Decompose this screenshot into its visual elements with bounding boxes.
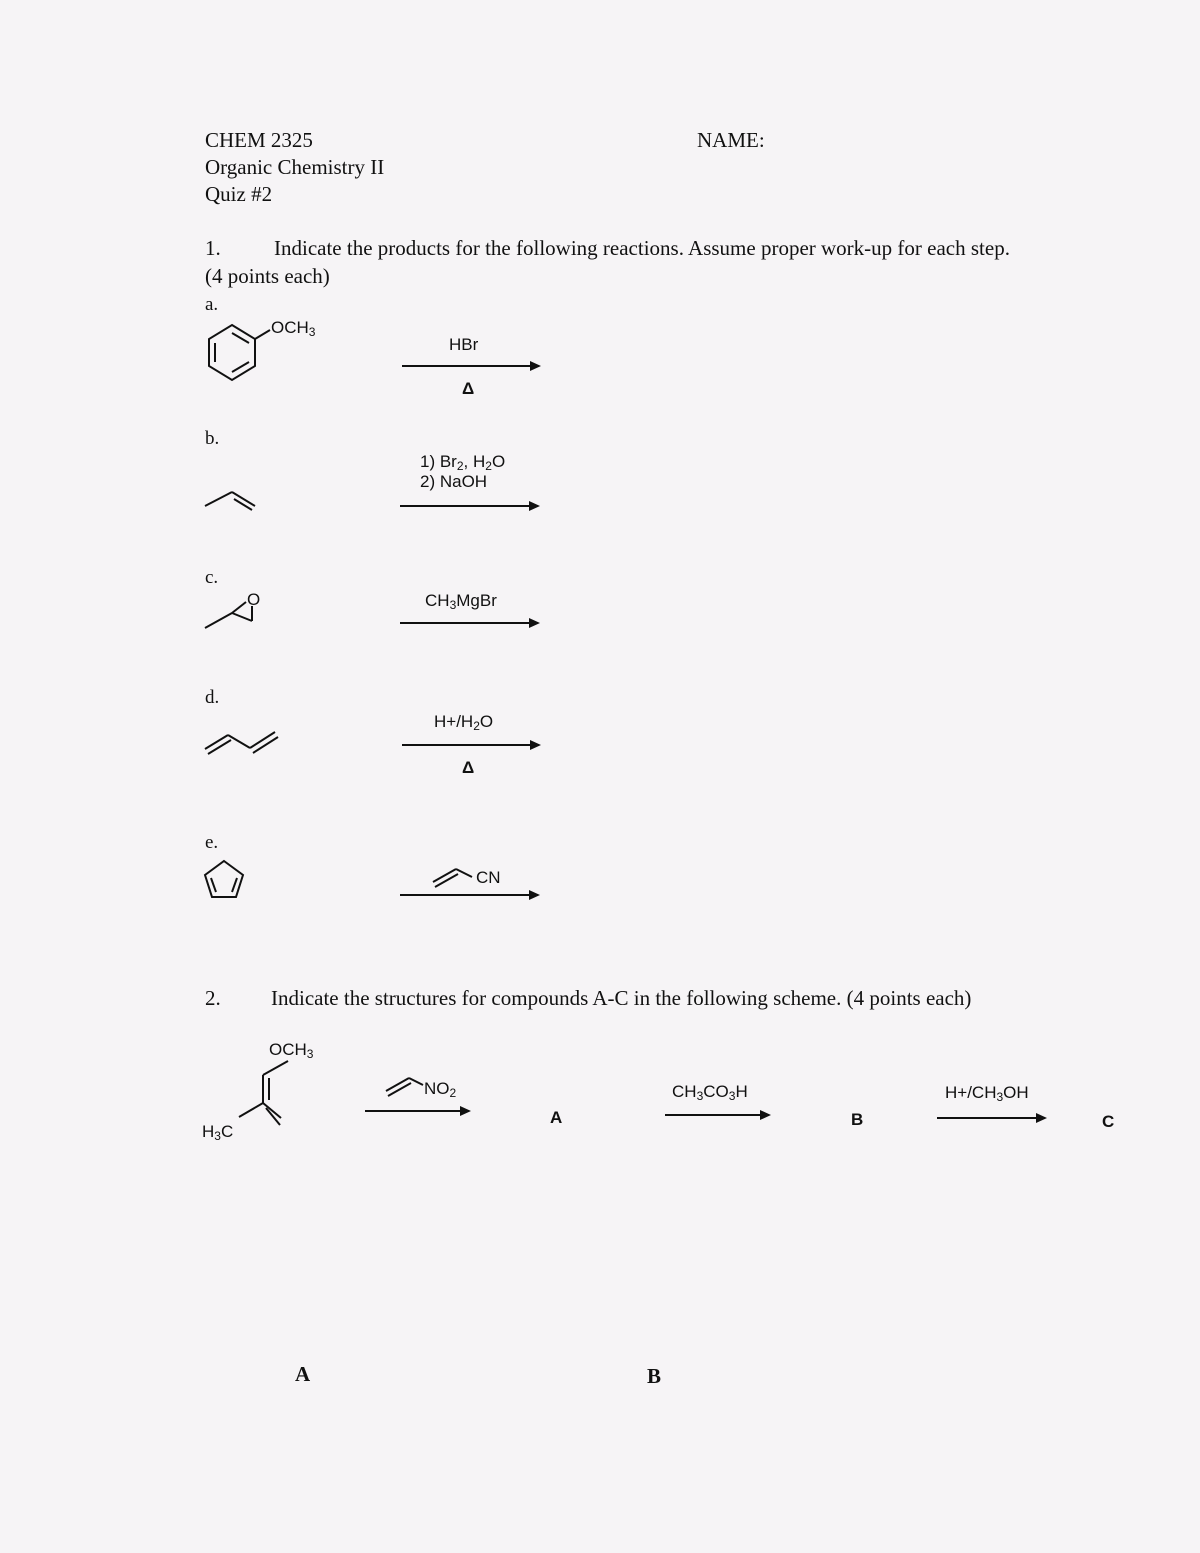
q2-arrow-3 bbox=[937, 1117, 1045, 1119]
q2-substituent-left: $H_3C$ bbox=[202, 1122, 234, 1143]
propene-structure bbox=[200, 480, 270, 520]
part-d-label: d. bbox=[205, 687, 220, 708]
anisole-structure bbox=[200, 315, 280, 395]
part-d-reagent-bottom: Δ bbox=[462, 758, 475, 777]
part-a-arrow bbox=[402, 365, 539, 367]
part-a-reagent-top: HBr bbox=[449, 335, 479, 354]
part-b-reagent-1: 1) $Br_2$, $H_2O$ bbox=[420, 452, 506, 473]
course-code: CHEM 2325 bbox=[205, 128, 313, 152]
part-c-reagent: $CH_3MgBr$ bbox=[425, 591, 497, 612]
part-b-arrow bbox=[400, 505, 538, 507]
q2-reagent3: $H+/CH_3OH$ bbox=[945, 1083, 1029, 1104]
answer-label-b: B bbox=[647, 1364, 662, 1388]
part-e-label: e. bbox=[205, 832, 219, 853]
q2-number: 2. bbox=[205, 986, 221, 1010]
q2-reagent1: $NO_2$ bbox=[424, 1079, 457, 1100]
q2-instruction: Indicate the structures for compounds A-C in the following scheme. (4 points each) bbox=[271, 986, 972, 1010]
course-title: Organic Chemistry II bbox=[205, 155, 385, 179]
acrylonitrile-structure bbox=[430, 862, 480, 887]
part-e-reagent-group: CN bbox=[476, 868, 501, 887]
methoxydiene-structure bbox=[225, 1058, 290, 1133]
part-d-reagent-top: $H+/H_2O$ bbox=[434, 712, 494, 733]
part-e-arrow bbox=[400, 894, 538, 896]
butadiene-structure bbox=[200, 722, 285, 757]
q2-substituent-top: $OCH_3$ bbox=[269, 1040, 314, 1061]
quiz-title: Quiz #2 bbox=[205, 182, 273, 206]
q2-reagent2: $CH_3CO_3H$ bbox=[672, 1082, 748, 1103]
part-d-arrow bbox=[402, 744, 539, 746]
q1-points: (4 points each) bbox=[205, 264, 330, 288]
q2-product-b: B bbox=[851, 1110, 864, 1129]
part-b-label: b. bbox=[205, 428, 220, 449]
part-a-substituent: $OCH_3$ bbox=[271, 318, 316, 339]
q1-instruction: Indicate the products for the following reactions. Assume proper work-up for each step. bbox=[274, 236, 1010, 260]
part-c-oxygen: O bbox=[247, 590, 261, 609]
q1-number: 1. bbox=[205, 236, 221, 260]
part-b-reagent-2: 2) NaOH bbox=[420, 472, 488, 491]
q2-arrow-2 bbox=[665, 1114, 769, 1116]
part-c-arrow bbox=[400, 622, 538, 624]
name-label: NAME: bbox=[697, 128, 765, 152]
cyclopentadiene-structure bbox=[200, 855, 260, 905]
part-c-label: c. bbox=[205, 567, 219, 588]
answer-label-a: A bbox=[295, 1362, 311, 1386]
q2-product-c: C bbox=[1102, 1112, 1115, 1131]
q2-product-a: A bbox=[550, 1108, 563, 1127]
part-a-reagent-bottom: Δ bbox=[462, 379, 475, 398]
q2-arrow-1 bbox=[365, 1110, 469, 1112]
part-a-label: a. bbox=[205, 294, 219, 315]
